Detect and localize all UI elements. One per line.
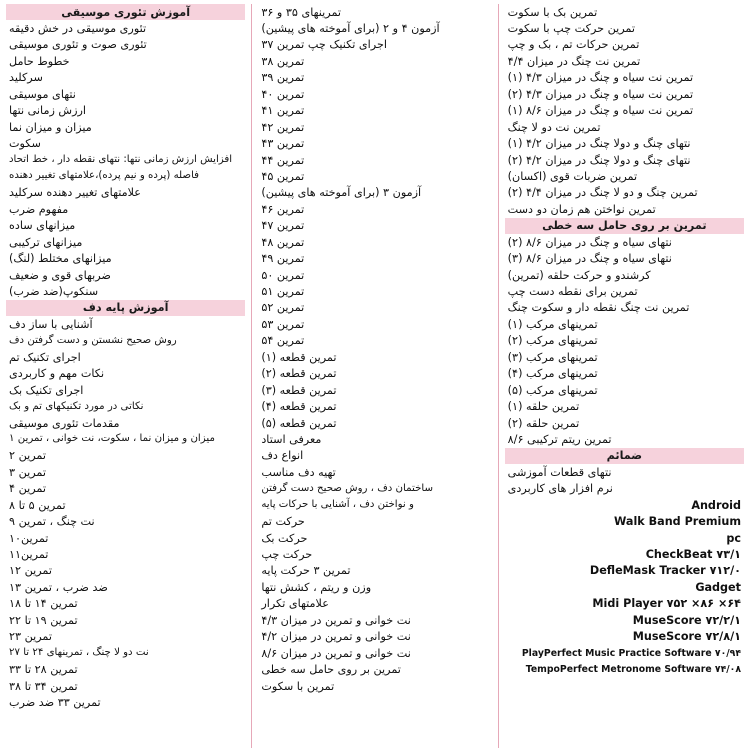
left-list-item: pc	[726, 531, 741, 545]
right-list-item: آشنایی با ساز دف	[9, 317, 93, 331]
right-list-item: علامتهای تغییر دهنده سرکلید	[9, 186, 141, 200]
right-list-item: میزانهای مختلط (لنگ)	[9, 252, 112, 266]
right-list-item: نت دو لا چنگ ، تمرینهای ۲۴ تا ۲۷	[9, 647, 149, 659]
right-list-item: تمرین۱۰	[9, 531, 49, 545]
right-list-item: خطوط حامل	[9, 54, 70, 68]
right-list-item: نت چنگ ، تمرین ۹	[9, 515, 95, 529]
right-list-item: ضربهای قوی و ضعیف	[9, 268, 111, 282]
middle-list-item: تمرین ۴۶	[261, 202, 305, 216]
right-list-item: سکوت	[9, 137, 41, 151]
middle-list-item: حرکت بک	[261, 531, 308, 545]
right-list-item: فاصله (پرده و نیم پرده)،علامتهای تغییر دهنده	[9, 170, 200, 182]
left-list-item: TempoPerfect Metronome Software ۷۴/۰۸	[525, 664, 741, 676]
left-list-item: نتهای چنگ و دولا چنگ در میزان ۴/۲ (۲)	[507, 153, 691, 167]
left-list-item: تمرین حرکت چپ با سکوت	[507, 22, 635, 36]
left-list-item: تمرین نت چنگ نقطه دار و سکوت چنگ	[507, 301, 690, 315]
right-list-item: نتهای موسیقی	[9, 87, 76, 101]
right-list-item: ارزش زمانی نتها	[9, 104, 86, 118]
left-list-item: تمرین نت دو لا چنگ	[507, 120, 601, 134]
left-list-item: تمرین ضربات قوی (اکسان)	[507, 169, 638, 183]
right-list-item: مقدمات تئوری موسیقی	[9, 416, 120, 430]
left-list-item: تمرین حلقه (۱)	[507, 400, 580, 414]
left-list-item: تمرین نت سیاه و چنگ در میزان ۴/۳ (۲)	[507, 87, 694, 101]
left-list-item: نتهای سیاه و چنگ در میزان ۸/۶ (۲)	[507, 235, 672, 249]
left-list-item: تمرین نواختن هم زمان دو دست	[507, 202, 656, 216]
middle-list-item: تمرین ۴۸	[261, 235, 305, 249]
right-section-header: آموزش تئوری موسیقی	[6, 4, 245, 20]
left-section-header: تمرین بر روی حامل سه خطی	[505, 218, 744, 234]
column-left	[499, 4, 748, 748]
right-list-item: تمرین۱۱	[9, 548, 49, 562]
middle-list-item: تمرین ۴۲	[261, 120, 305, 134]
middle-list-item: وزن و ریتم ، کشش نتها	[261, 580, 372, 594]
column-right	[2, 4, 251, 748]
middle-list-item: تمرین ۴۹	[261, 252, 305, 266]
middle-list-item: تمرین ۵۱	[261, 285, 305, 299]
left-list-item: تمرین نت چنگ در میزان ۴/۴	[507, 54, 641, 68]
left-list-item: تمرینهای مرکب (۱)	[507, 317, 598, 331]
left-list-item: PlayPerfect Music Practice Software ۷۰/۹۴	[521, 647, 741, 659]
middle-list-item: تمرین ۵۲	[261, 301, 305, 315]
middle-list-item: علامتهای تکرار	[261, 597, 329, 611]
middle-list-item: نت خوانی و تمرین در میزان ۴/۳	[261, 613, 411, 627]
right-list-item: نکاتی در مورد تکنیکهای تم و بک	[9, 400, 144, 412]
left-list-item: تمرینهای مرکب (۲)	[507, 334, 598, 348]
middle-list-item: اجرای تکنیک چپ تمرین ۳۷	[261, 38, 387, 52]
middle-list-item: آزمون ۳ (برای آموخته های پیشین)	[261, 186, 422, 200]
right-list-item: تمرین ۳	[9, 465, 46, 479]
left-list-item: تمرین ریتم ترکیبی ۸/۶	[507, 432, 612, 446]
left-list-item: تمرینهای مرکب (۴)	[507, 367, 598, 381]
right-list-item: میزانهای ساده	[9, 219, 76, 233]
right-list-item: تمرین ۵ تا ۸	[9, 498, 66, 512]
middle-list-item: تمرین ۴۴	[261, 153, 305, 167]
left-section-header: ضمائم	[505, 448, 744, 464]
middle-list-item: نت خوانی و تمرین در میزان ۸/۶	[261, 646, 411, 660]
middle-list-item: تمرین ۳ حرکت پایه	[261, 564, 351, 578]
left-list-item: DefleMask Tracker ۷۱۲/۰	[589, 564, 741, 578]
middle-list-item: تمرین با سکوت	[261, 679, 335, 693]
middle-list-item: معرفی استاد	[261, 432, 322, 446]
right-list-item: تمرین ۱۹ تا ۲۲	[9, 613, 78, 627]
right-list-item: اجرای تکنیک بک	[9, 383, 84, 397]
right-list-item: میزانهای ترکیبی	[9, 235, 83, 249]
right-list-item: افزایش ارزش زمانی نتها: نتهای نقطه دار ، خط اتحاد	[9, 154, 233, 166]
right-list-item: میزان و میزان نما	[9, 120, 92, 134]
left-list-item: MuseScore ۷۲/۲/۱	[632, 613, 741, 627]
middle-list-item: تمرین ۳۹	[261, 71, 305, 85]
middle-list-item: انواع دف	[261, 449, 304, 463]
right-list-item: سنکوپ(ضد ضرب)	[9, 285, 99, 299]
left-list-item: تمرین نت سیاه و چنگ در میزان ۸/۶ (۱)	[507, 104, 694, 118]
middle-list-item: تمرین بر روی حامل سه خطی	[261, 663, 401, 677]
middle-list-item: تمرین ۳۸	[261, 54, 305, 68]
middle-list-item: تمرین ۴۷	[261, 219, 305, 233]
column-middle	[251, 4, 498, 748]
right-list-item: اجرای تکنیک تم	[9, 350, 81, 364]
right-list-item: تئوری صوت و تئوری موسیقی	[9, 38, 147, 52]
right-list-item: ضد ضرب ، تمرین ۱۳	[9, 580, 108, 594]
right-list-item: نکات مهم و کاربردی	[9, 367, 105, 381]
middle-list-item: نت خوانی و تمرین در میزان ۴/۲	[261, 630, 411, 644]
middle-list-item: حرکت تم	[261, 515, 305, 529]
middle-list-item: تمرین ۴۰	[261, 87, 305, 101]
left-list-item: تمرین حرکات تم ، بک و چپ	[507, 38, 640, 52]
middle-list-item: تمرین قطعه (۳)	[261, 383, 337, 397]
left-list-item: نتهای چنگ و دولا چنگ در میزان ۴/۲ (۱)	[507, 137, 691, 151]
left-list-item: تمرین برای نقطه دست چپ	[507, 285, 638, 299]
left-list-item: تمرین نت سیاه و چنگ در میزان ۴/۳ (۱)	[507, 71, 694, 85]
middle-list-item: تمرین قطعه (۲)	[261, 367, 337, 381]
left-list-item: تمرین چنگ و دو لا چنگ در میزان ۴/۴ (۲)	[507, 186, 698, 200]
middle-list-item: ساختمان دف ، روش صحیح دست گرفتن	[261, 482, 434, 494]
left-list-item: نتهای سیاه و چنگ در میزان ۸/۶ (۳)	[507, 252, 672, 266]
right-section-header: آموزش پایه دف	[6, 300, 245, 316]
middle-list-item: تمرین ۵۳	[261, 317, 305, 331]
right-list-item: تمرین ۲۳	[9, 630, 52, 644]
left-list-item: Walk Band Premium	[613, 515, 741, 529]
middle-list-item: تمرین قطعه (۱)	[261, 350, 337, 364]
right-list-item: تمرین ۱۴ تا ۱۸	[9, 597, 78, 611]
middle-list-item: تمرینهای ۳۵ و ۳۶	[261, 5, 342, 19]
left-list-item: تمرینهای مرکب (۵)	[507, 383, 598, 397]
right-list-item: تمرین ۲۸ تا ۳۳	[9, 663, 78, 677]
right-list-item: تمرین ۳۳ ضد ضرب	[9, 695, 101, 709]
right-list-item: سرکلید	[9, 71, 43, 85]
left-list-item: Midi Player ۷۵۲ ×۸۶ ×۶۴	[592, 597, 741, 611]
middle-list-item: حرکت چپ	[261, 548, 313, 562]
left-list-item: Gadget	[695, 580, 741, 594]
right-list-item: تمرین ۱۲	[9, 564, 52, 578]
middle-list-item: و نواختن دف ، آشنایی با حرکات پایه	[261, 499, 414, 511]
right-list-item: میزان و میزان نما ، سکوت، نت خوانی ، تمرین ۱	[9, 433, 215, 445]
left-list-item: نرم افزار های کاربردی	[507, 482, 613, 496]
middle-list-item: تمرین ۴۵	[261, 169, 305, 183]
middle-list-item: تمرین ۴۱	[261, 104, 305, 118]
middle-list-item: تهیه دف مناسب	[261, 465, 336, 479]
right-list-item: تئوری موسیقی در خش دقیقه	[9, 22, 147, 36]
middle-list-item: تمرین قطعه (۵)	[261, 416, 337, 430]
left-list-item: تمرینهای مرکب (۳)	[507, 350, 598, 364]
right-list-item: تمرین ۳۴ تا ۳۸	[9, 679, 78, 693]
left-list-item: تمرین حلقه (۲)	[507, 416, 580, 430]
right-list-item: تمرین ۲	[9, 449, 46, 463]
middle-list-item: تمرین قطعه (۴)	[261, 400, 337, 414]
right-list-item: روش صحیح نشستن و دست گرفتن دف	[9, 334, 177, 346]
left-list-item: کرشندو و حرکت حلقه (تمرین)	[507, 268, 651, 282]
left-list-item: تمرین بک با سکوت	[507, 5, 598, 19]
right-list-item: تمرین ۴	[9, 482, 46, 496]
middle-list-item: آزمون ۴ و ۲ (برای آموخته های پیشین)	[261, 22, 440, 36]
left-list-item: Android	[691, 498, 741, 512]
left-list-item: CheckBeat ۷۳/۱	[645, 548, 741, 562]
left-list-item: نتهای قطعات آموزشی	[507, 465, 612, 479]
middle-list-item: تمرین ۵۰	[261, 268, 305, 282]
middle-list-item: تمرین ۵۴	[261, 334, 305, 348]
right-list-item: مفهوم ضرب	[9, 202, 69, 216]
middle-list-item: تمرین ۴۳	[261, 137, 305, 151]
left-list-item: MuseScore ۷۲/۸/۱	[632, 630, 741, 644]
